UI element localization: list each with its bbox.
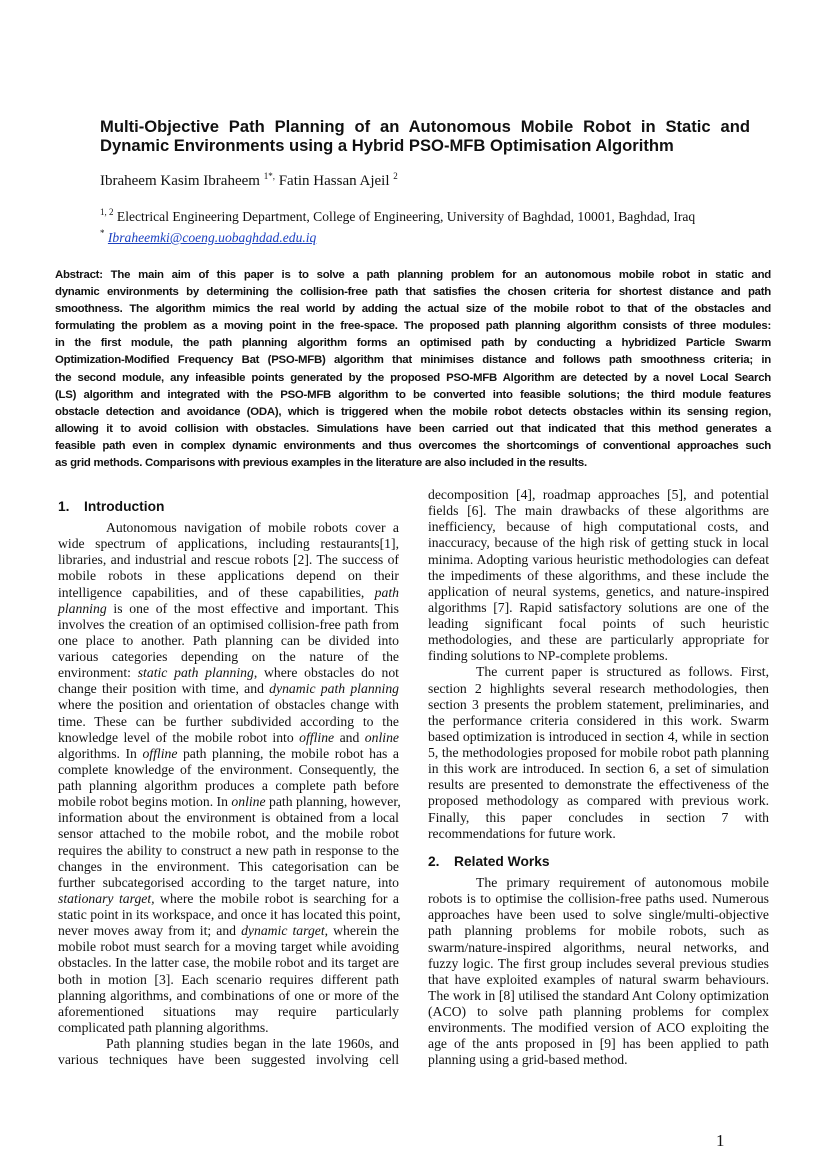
text-segment: swarm/nature-inspired algorithms, neural networks, and	[428, 939, 769, 955]
text-line	[428, 1036, 769, 1052]
text-line	[428, 487, 769, 503]
paragraph	[428, 875, 769, 1069]
text-line	[58, 552, 399, 568]
text-segment: complete knowledge of the environment. Consequently, the	[58, 761, 399, 777]
text-segment: in this work are introduced. In section 6, a set of simulation	[428, 761, 769, 777]
text-line	[58, 601, 399, 617]
text-segment: The primary requirement of autonomous mobile	[476, 875, 769, 890]
italic-term: static path planning	[137, 665, 254, 681]
text-segment: section 3 presents the problem statement, preliminaries, and	[428, 696, 769, 712]
text-segment: The current paper is structured as follows. First,	[476, 664, 769, 680]
text-segment: time. These can be further subdivided according to the	[58, 713, 399, 729]
text-segment: planning algorithms, and combinations of one or more of the	[58, 987, 399, 1003]
abstract-line: obstacle detection and avoidance (ODA), which is triggered when the mobile robot detects obstacles within its sensing region,	[55, 405, 771, 418]
abstract-line: Optimization-Modified Frequency Bat (PSO-MFB) algorithm that minimises distance and follows path smoothness criteria; in	[55, 354, 771, 367]
paragraph	[428, 664, 769, 841]
text-segment: both in motion [3]. Each scenario requires different path	[58, 971, 399, 987]
text-line	[428, 1052, 769, 1068]
italic-term: dynamic path planning	[269, 681, 400, 697]
text-segment: robots is to optimise the collision-free paths used. Numerous	[428, 891, 769, 907]
paragraph	[428, 487, 769, 664]
text-segment: The work in [8] utilised the standard Ant Colony optimization	[428, 987, 769, 1003]
text-line	[58, 585, 399, 601]
text-line	[428, 664, 769, 680]
text-segment: fields [6]. The main drawbacks of these algorithms are	[428, 503, 769, 519]
text-segment: mobile robots in these applications depend on their	[58, 568, 399, 584]
text-segment: various categories depending on the nature of the	[58, 649, 399, 664]
text-line	[428, 568, 769, 584]
text-segment: aforementioned situations may require particularly	[58, 1003, 399, 1019]
text-segment: finding solutions to NP-complete problems.	[428, 648, 668, 664]
text-segment: Autonomous navigation of mobile robots cover a	[106, 520, 399, 535]
text-line	[58, 746, 399, 762]
page-number: 1	[716, 1131, 725, 1150]
italic-term: planning	[58, 600, 107, 616]
text-segment: path planning algorithm produces a complete path before	[58, 778, 399, 793]
text-segment: methodologies, and these are particularly appropriate for	[428, 632, 769, 648]
text-segment: further subcategorised according to the target nature, into	[58, 874, 399, 890]
text-segment: environments. The modified version of ACO exploiting the	[428, 1020, 769, 1036]
text-segment: leading significant focal points of such heuristic	[428, 616, 769, 631]
text-line	[58, 907, 399, 923]
abstract-line: dynamic environments by determining the collision-free path that satisfies the chosen criteria for shortest distance and path	[55, 286, 771, 299]
text-line	[428, 810, 769, 826]
text-segment: algorithms. In	[58, 745, 143, 761]
text-segment: inefficiency, because of high computational costs, and	[428, 519, 769, 535]
italic-term: online	[364, 729, 400, 745]
text-line	[58, 826, 399, 842]
text-segment: the impediments of these algorithms, and these include the	[428, 567, 769, 583]
text-line	[428, 793, 769, 809]
abstract-line: formulating the problem as a moving point in the free-space. The proposed path planning algorithm consists of three modules:	[55, 320, 771, 333]
text-line	[428, 988, 769, 1004]
text-line	[58, 939, 399, 955]
text-segment: libraries, and industrial and rescue robots [2]. The success of	[58, 552, 399, 568]
text-line	[58, 520, 399, 536]
text-line	[428, 875, 769, 891]
text-line	[58, 665, 399, 681]
text-segment: complicated path planning algorithms.	[58, 1019, 269, 1035]
text-line	[428, 923, 769, 939]
text-line	[428, 826, 769, 842]
text-line	[58, 1020, 399, 1036]
text-line	[58, 810, 399, 826]
text-segment: requires the ability to construct a new path in response to the	[58, 842, 399, 858]
text-segment: planning using a grid-based method.	[428, 1052, 628, 1068]
text-segment: never moves away from it; and	[58, 923, 242, 939]
text-segment: fuzzy logic. The first group includes several previous studies	[428, 955, 769, 971]
text-segment: that have exploited examples of natural swarm behaviours.	[428, 971, 769, 987]
text-segment: where the position and orientation of obstacles change with	[58, 697, 399, 713]
italic-term: dynamic target	[241, 923, 325, 939]
text-segment: involves the creation of an optimised collision-free path from	[58, 616, 399, 632]
affiliation	[100, 204, 695, 246]
text-line	[58, 859, 399, 875]
text-segment: mobile robot must search for a moving target while avoiding	[58, 939, 399, 955]
abstract-line: Abstract: The main aim of this paper is to solve a path planning problem for an autonomous mobile robot in static and	[55, 269, 771, 281]
paper-title	[100, 117, 750, 155]
text-segment: decomposition [4], roadmap approaches [5], and potential	[428, 487, 769, 502]
affiliation-text: Electrical Engineering Department, College of Engineering, University of Baghdad, 10001, Baghdad, Iraq	[116, 209, 696, 224]
author-superscript: 1*,	[263, 171, 275, 181]
text-segment: , where obstacles do not	[253, 665, 399, 681]
text-line	[428, 891, 769, 907]
title-line: Dynamic Environments using a Hybrid PSO-MFB Optimisation Algorithm	[100, 136, 674, 155]
text-line	[58, 730, 399, 746]
italic-term: offline	[142, 745, 178, 761]
affiliation-superscript: 1, 2	[100, 207, 114, 217]
section-heading-related-works	[428, 854, 550, 869]
text-line	[58, 778, 399, 794]
text-segment: is one of the most effective and important. This	[106, 600, 399, 616]
text-segment: path planning, the mobile robot has a	[177, 745, 399, 761]
text-segment: environment:	[58, 665, 138, 681]
text-line	[58, 633, 399, 649]
text-line	[58, 955, 399, 971]
text-segment: the performance criteria considered in this work. Swarm	[428, 712, 769, 728]
left-column	[58, 520, 399, 1068]
abstract-line: the second module, any infeasible points generated by the proposed PSO-MFB Algorithm are detected by a novel Local Search	[55, 371, 771, 384]
text-line	[428, 503, 769, 519]
text-segment: , wherein the	[324, 923, 399, 939]
text-line	[428, 1020, 769, 1036]
author-name: Fatin Hassan Ajeil	[278, 173, 390, 189]
text-line	[428, 777, 769, 793]
text-segment: results are presented to demonstrate the effectiveness of the	[428, 777, 769, 793]
text-line	[428, 632, 769, 648]
related-works-body	[428, 875, 769, 1069]
text-line	[58, 891, 399, 907]
text-line	[58, 617, 399, 633]
text-segment: Path planning studies began in the late 1960s, and	[106, 1036, 399, 1051]
email-superscript: *	[100, 228, 105, 238]
section-number: 2.	[428, 854, 440, 869]
text-line	[58, 843, 399, 859]
text-line	[58, 923, 399, 939]
text-segment: various techniques have been suggested involving cell	[58, 1052, 399, 1068]
abstract-line: in the first module, the path planning algorithm forms an optimised path by conducting a hybridized Particle Swarm	[55, 337, 771, 350]
section-title: Introduction	[84, 499, 165, 514]
abstract-line: (LS) algorithm and integrated with the PSO-MFB algorithm to be converted into feasible solutions; the third module features	[55, 388, 771, 401]
text-segment: static point in its workspace, and once it has located this point,	[58, 907, 401, 922]
text-segment: change their position with time, and	[58, 681, 270, 697]
paragraph	[58, 1036, 399, 1068]
text-line	[58, 972, 399, 988]
text-line	[58, 794, 399, 810]
text-line	[58, 649, 399, 665]
text-line	[428, 956, 769, 972]
abstract-line: feasible path even in complex dynamic environments and thus overcomes the shortcomings of conventional approaches such	[55, 439, 771, 452]
text-segment: mobile robot begins motion. In	[58, 794, 232, 810]
text-line	[58, 1004, 399, 1020]
text-segment: changes in the environment. This categorisation can be	[58, 858, 399, 874]
text-line	[58, 697, 399, 713]
italic-term: online	[231, 794, 266, 810]
email-link[interactable]: Ibraheemki@coeng.uobaghdad.edu.iq	[107, 230, 317, 245]
text-line	[428, 648, 769, 664]
text-segment: age of the ants proposed in [9] has been applied to path	[428, 1036, 769, 1052]
paragraph	[58, 520, 399, 1036]
text-line	[428, 907, 769, 923]
text-line	[58, 1052, 399, 1068]
text-line	[428, 697, 769, 713]
text-line	[428, 745, 769, 761]
text-segment: obstacles. In the latter case, the mobile robot and its target are	[58, 955, 399, 971]
abstract-line: as grid methods. Comparisons with previous examples in the literature are also included in the results.	[55, 457, 587, 470]
text-segment: 5, the methodologies proposed for mobile robot path planning	[428, 745, 769, 760]
section-title: Related Works	[454, 854, 550, 869]
text-segment: information about the environment is obtained from a local	[58, 810, 399, 826]
author-list	[100, 171, 398, 190]
right-column	[428, 487, 769, 842]
abstract	[55, 267, 771, 472]
text-line	[428, 600, 769, 616]
section-number: 1.	[58, 499, 70, 514]
text-segment: and	[334, 729, 365, 745]
text-segment: proposed methodology as compared with previous work.	[428, 793, 769, 809]
text-segment: algorithms [7]. Rapid satisfactory solutions are one of the	[428, 599, 769, 615]
italic-term: offline	[299, 729, 335, 745]
text-segment: based optimization is introduced in section 4, while in section	[428, 728, 769, 744]
text-segment: where the mobile robot is searching for a	[154, 890, 399, 906]
text-line	[428, 519, 769, 535]
text-segment: recommendations for future work.	[428, 825, 616, 841]
text-segment: application of neural systems, genetics, and nature-inspired	[428, 583, 769, 599]
italic-term: path	[374, 584, 399, 600]
text-line	[428, 761, 769, 777]
text-line	[58, 681, 399, 697]
text-line	[58, 714, 399, 730]
text-segment: path planning, however,	[265, 794, 401, 810]
text-line	[428, 713, 769, 729]
text-segment: intelligence capabilities, and of these capabilities,	[58, 584, 375, 600]
text-segment: Finally, this paper concludes in section 7 with	[428, 809, 769, 825]
text-segment: knowledge level of the mobile robot into	[58, 729, 300, 745]
text-line	[428, 729, 769, 745]
abstract-line: smoothness. The algorithm mimics the real world by adding the actual size of the mobile robot to that of the obstacles and	[55, 303, 771, 316]
text-line	[58, 875, 399, 891]
text-line	[58, 988, 399, 1004]
text-line	[58, 762, 399, 778]
text-line	[428, 584, 769, 600]
text-segment: sensor attached to the mobile robot, and the mobile robot	[58, 826, 399, 842]
text-segment: inaccuracy, because of the high risk of getting stuck in local	[428, 535, 769, 551]
text-segment: path planning problems for mobile robots, such as	[428, 923, 769, 939]
text-segment: one place to another. Path planning can be divided into	[58, 632, 399, 648]
text-line	[58, 536, 399, 552]
author-superscript: 2	[393, 171, 398, 181]
italic-term: stationary target,	[58, 890, 155, 906]
text-segment: section 2 highlights several research methodologies, then	[428, 680, 769, 696]
text-segment: minima. Adopting various heuristic methodologies can defeat	[428, 551, 769, 567]
text-line	[428, 1004, 769, 1020]
author-name: Ibraheem Kasim Ibraheem	[100, 173, 260, 189]
text-line	[428, 972, 769, 988]
text-line	[58, 568, 399, 584]
abstract-line: allowing it to avoid collision with obstacles. Simulations have been carried out that indicated that this method generates a	[55, 422, 771, 435]
title-line: Multi-Objective Path Planning of an Autonomous Mobile Robot in Static and	[100, 117, 750, 136]
text-line	[428, 535, 769, 551]
text-line	[428, 552, 769, 568]
text-segment: wide spectrum of applications, including restaurants[1],	[58, 536, 399, 552]
text-line	[428, 940, 769, 956]
text-line	[428, 681, 769, 697]
text-segment: approaches have been used to solve single/multi-objective	[428, 907, 769, 923]
section-heading-introduction	[58, 499, 164, 514]
text-line	[58, 1036, 399, 1052]
text-line	[428, 616, 769, 632]
text-segment: (ACO) to solve path planning problems for complex	[428, 1004, 769, 1019]
